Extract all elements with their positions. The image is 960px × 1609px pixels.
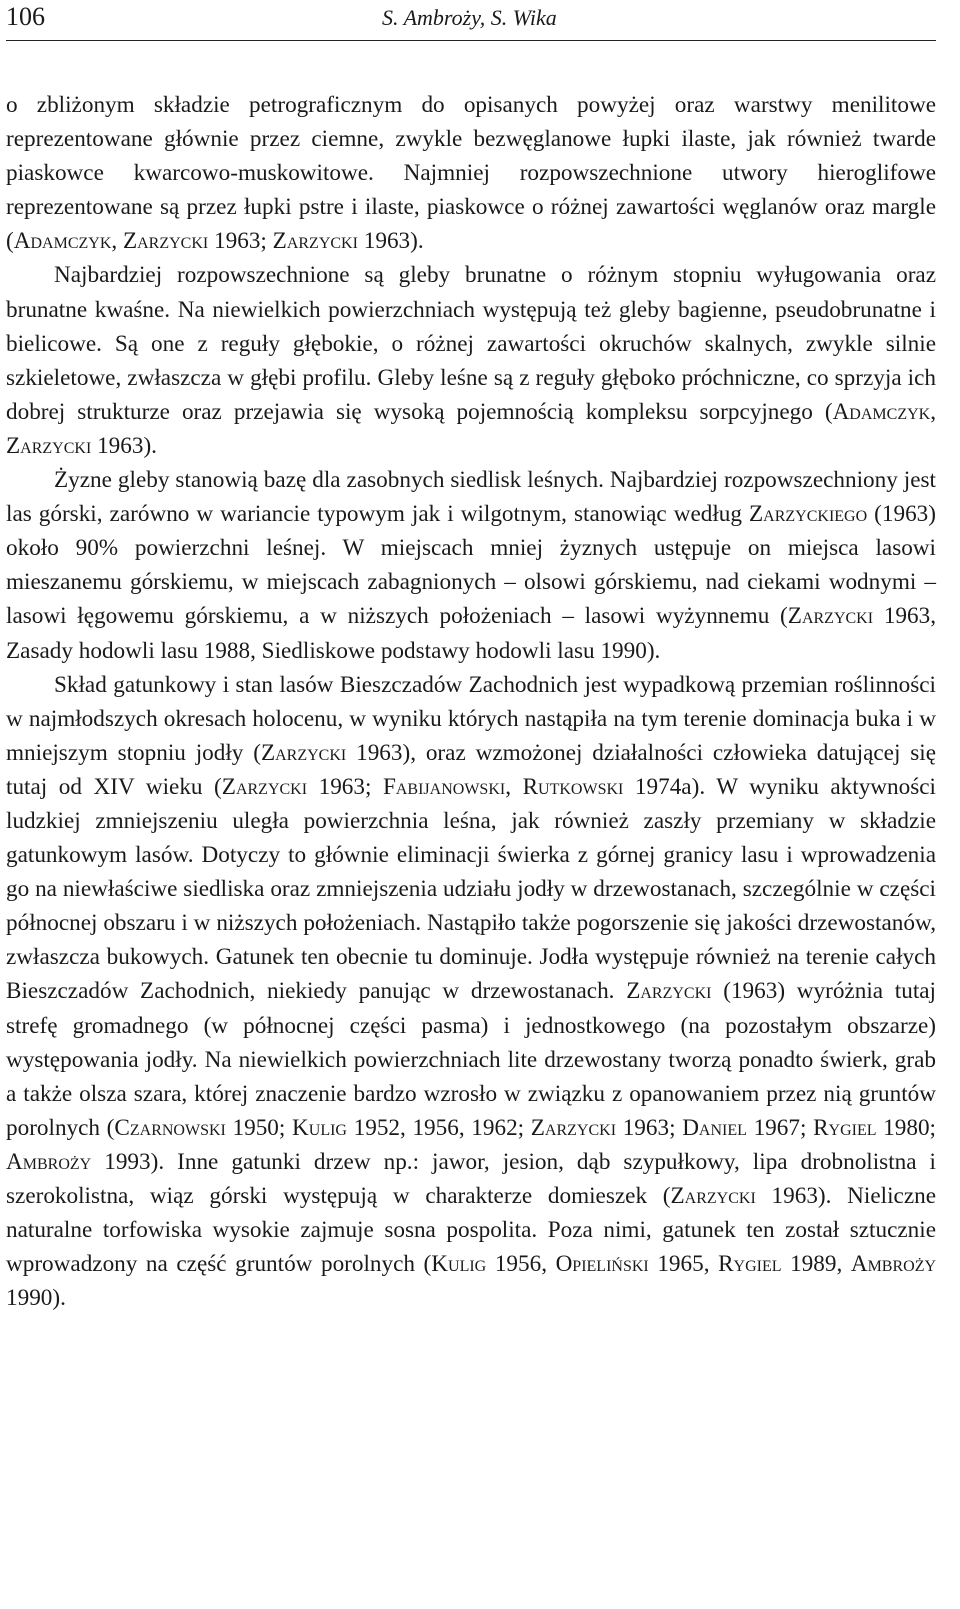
text-run: 1980; (876, 1114, 936, 1141)
citation-author: Rutkowski (522, 773, 624, 800)
citation-author: Fabijanowski (382, 773, 506, 800)
citation-author: Adamczyk (832, 398, 931, 425)
text-run: 1993). Inne gatunki drzew np.: jawor, jesion, dąb szypułkowy, lipa drobnolistna i szerokolistna, wiąz górski występują w charakterze domieszek ( (6, 1148, 936, 1209)
text-run: 1952, 1956, 1962; (346, 1114, 531, 1141)
text-run: Skład gatunkowy i stan lasów Bieszczadów Zachodnich jest wypadkową przemian roślinności w najmłodszych okresach holocenu, w wyniku których nastąpiła na tym terenie dominacja buka i w mniejszym stopniu jodły ( (6, 671, 936, 766)
text-run: 1989, (781, 1251, 851, 1278)
text-run: 1963). (91, 432, 157, 459)
citation-author: Ambroży (850, 1251, 937, 1278)
citation-author: Zarzycki (221, 773, 308, 800)
citation-author: Rygiel (718, 1251, 782, 1278)
citation-author: Kulig (431, 1251, 487, 1278)
citation-author: Daniel (682, 1114, 747, 1141)
citation-author: Zarzycki (122, 228, 209, 255)
citation-author: Czarnowski (114, 1114, 226, 1141)
citation-author: Zarzycki (530, 1114, 617, 1141)
citation-author: Adamczyk (13, 228, 112, 255)
body-text (6, 88, 936, 1315)
text-run: (1963) wyróżnia tutaj strefę gromadnego (w północnej części pasma) i jednostkowego (na pozostałym obszarze) występowania jodły. Na niewielkich powierzchniach lite drzewostany tworzą ponadto świerk, grab a także olsza szara, której znaczenie bardzo wzrosło w związku z opanowaniem przez nią gruntów porolnych ( (6, 978, 936, 1141)
text-run: o zbliżonym składzie petrograficznym do opisanych powyżej oraz warstwy menilitowe reprezentowane głównie przez ciemne, zwykle bezwęglanowe łupki ilaste, jak również twarde piaskowce kwarcowo-muskowitowe. Najmniej rozpowszechnione utwory hieroglifowe reprezentowane są przez łupki pstre i ilaste, piaskowce o różnej zawartości węglanów oraz margle ( (6, 92, 936, 255)
text-run: , (505, 773, 523, 800)
text-run: 1950; (225, 1114, 293, 1141)
citation-author: Zarzycki (626, 978, 712, 1005)
citation-author: Opieliński (555, 1251, 649, 1278)
text-run: 1956, (486, 1251, 556, 1278)
running-head: S. Ambroży, S. Wika (382, 5, 557, 30)
text-run: Żyzne gleby stanowią bazę dla zasobnych siedlisk leśnych. Najbardziej rozpowszechniony jest las górski, zarówno w wariancie typowym jak i wilgotnym, stanowiąc według (6, 467, 936, 528)
text-run: 1963), oraz wzmożonej działalności człowieka datującej się tutaj od XIV wieku ( (6, 739, 937, 800)
citation-author: Zarzycki (787, 603, 874, 630)
citation-author: Zarzycki (6, 432, 92, 459)
citation-author: Ambroży (6, 1148, 92, 1175)
text-run: 1965, (648, 1251, 719, 1278)
text-run: (1963) około 90% powierzchni leśnej. W miejscach mniej żyznych ustępuje on miejsca lasowi mieszanemu górskiemu, w miejscach zabagnionych – olsowi górskiemu, nad ciekami wodnymi – lasowi łęgowemu górskiemu, a w niższych położeniach – lasowi wyżynnemu ( (6, 501, 936, 630)
text-run: 1967; (746, 1114, 814, 1141)
citation-author: Zarzycki (260, 739, 347, 766)
citation-author: Rygiel (813, 1114, 877, 1141)
page-number: 106 (6, 2, 45, 31)
text-run: , (111, 228, 123, 255)
page-header (6, 0, 936, 41)
paragraph-1 (6, 88, 936, 258)
text-run: 1990). (6, 1285, 66, 1312)
text-run: , (930, 398, 936, 425)
text-run: 1963; (616, 1114, 683, 1141)
citation-author: Zarzycki (670, 1183, 756, 1209)
text-run: 1963; (208, 228, 273, 255)
text-run: 1963). Nieliczne naturalne torfowiska wysokie zajmuje sosna pospolita. Poza nimi, gatunek ten został sztucznie wprowadzony na część gruntów porolnych ( (6, 1183, 936, 1278)
text-run: 1963, Zasady hodowli lasu 1988, Siedliskowe podstawy hodowli lasu 1990). (6, 603, 936, 664)
text-run: Najbardziej rozpowszechnione są gleby brunatne o różnym stopniu wyługowania oraz brunatne kwaśne. Na niewielkich powierzchniach występują też gleby bagienne, pseudobrunatne i bielicowe. Są one z reguły głębokie, o różnej zawartości okruchów skalnych, zwykle silnie szkieletowe, zwłaszcza w głębi profilu. Gleby leśne są z reguły głęboko próchniczne, co sprzyja ich dobrej strukturze oraz przejawia się wysoką pojemnością kompleksu sorpcyjnego ( (6, 262, 936, 425)
citation-author: Zarzyckiego (749, 501, 868, 528)
paragraph-2 (6, 258, 936, 463)
citation-author: Zarzycki (272, 228, 358, 255)
text-run: 1963). (357, 228, 424, 255)
citation-author: Kulig (292, 1114, 347, 1141)
paragraph-4 (6, 668, 936, 1316)
text-run: 1974a). W wyniku aktywności ludzkiej zmniejszeniu uległa powierzchnia leśna, jak również zaszły przemiany w składzie gatunkowym lasów. Dotyczy to głównie eliminacji świerka z górnej granicy lasu i wprowadzenia go na niewłaściwe siedliska oraz zmniejszenia udziału jodły w drzewostanach, szczególnie w części północnej obszaru i w niższych położeniach. Nastąpiło także pogorszenie się jakości drzewostanów, zwłaszcza bukowych. Gatunek ten obecnie tu dominuje. Jodła występuje również na terenie całych Bieszczadów Zachodnich, niekiedy panując w drzewostanach. (6, 773, 936, 1005)
paragraph-3 (6, 463, 936, 668)
text-run: 1963; (307, 773, 383, 800)
